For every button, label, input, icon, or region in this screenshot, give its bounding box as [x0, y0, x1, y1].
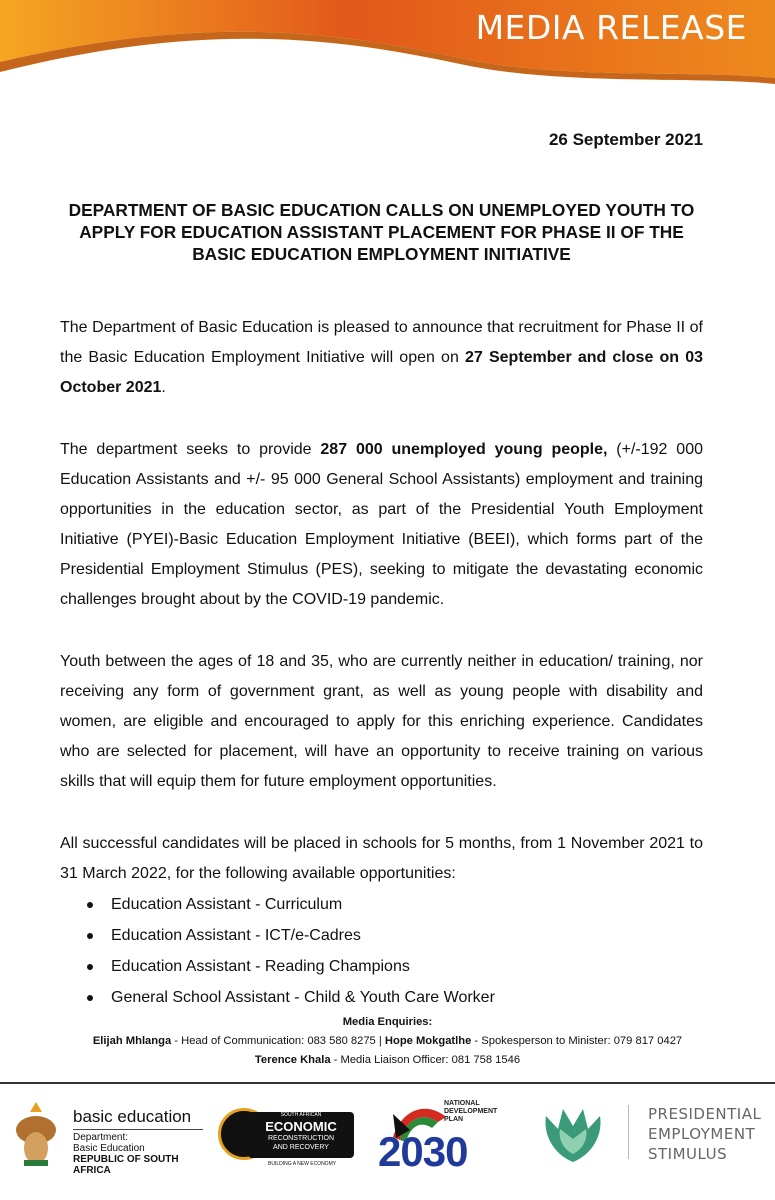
list-item: [60, 920, 775, 951]
logo-line: PLAN: [444, 1116, 464, 1123]
logo-divider: [628, 1105, 629, 1159]
logo-line: ECONOMIC: [265, 1119, 337, 1134]
contact-details: - Spokesperson to Minister: 079 817 0427: [471, 1035, 683, 1047]
logo-tagline: BUILDING A NEW ECONOMY: [268, 1161, 337, 1167]
media-heading: Media Enquiries:: [342, 1016, 433, 1028]
paragraph-opportunities: [60, 435, 703, 615]
logo-line: PRESIDENTIAL: [648, 1105, 762, 1123]
logo-line: SOUTH AFRICAN: [280, 1112, 322, 1118]
bullet-icon: [87, 902, 93, 908]
text: .: [161, 379, 166, 396]
contact-details: - Media Liaison Officer: 081 758 1546: [330, 1054, 521, 1066]
text: (+/-192 000 Education Assistants and +/- 95 000 General School Assistants) employment and training opportunities in the education sector, as part of the Presidential Youth Employment Initiative (PYEI)-Basic Education Employment Initiative (BEEI), which forms part of the Presidential Employment Stimulus (PES), seeking to mitigate the devastating economic challenges brought about by the COVID-19 pandemic.: [60, 441, 703, 608]
list-item: [60, 889, 775, 920]
logo-line: STIMULUS: [648, 1145, 728, 1163]
list-item-text: Education Assistant - Reading Champions: [111, 958, 410, 975]
dates-highlight: 27 September and close on 03 October 2021: [60, 349, 703, 396]
economic-recovery-logo: [218, 1106, 354, 1170]
media-enquiries: [0, 1013, 775, 1070]
bullet-icon: [87, 995, 93, 1001]
list-item-text: Education Assistant - ICT/e-Cadres: [111, 927, 361, 944]
logo-line: REPUBLIC OF SOUTH AFRICA: [73, 1154, 179, 1176]
list-item-text: General School Assistant - Child & Youth Care Worker: [111, 989, 495, 1006]
partner-logos: [0, 1084, 775, 1176]
contact-name: Elijah Mhlanga: [92, 1035, 172, 1047]
number-highlight: 287 000 unemployed young people,: [320, 441, 608, 458]
banner-title: MEDIA RELEASE: [475, 8, 747, 47]
logo-year: 2030: [378, 1128, 468, 1175]
logo-line: Department:: [73, 1132, 129, 1143]
bullet-icon: [87, 964, 93, 970]
release-title: DEPARTMENT OF BASIC EDUCATION CALLS ON UNEMPLOYED YOUTH TO APPLY FOR EDUCATION ASSISTANT PLACEMENT FOR PHASE II OF THE BASIC EDUCATION EMPLOYMENT INITIATIVE: [68, 200, 695, 264]
pes-logo-text: [648, 1104, 761, 1164]
contact-details: - Head of Communication: 083 580 8275 |: [171, 1035, 385, 1047]
ndp-2030-logo: [378, 1098, 523, 1176]
logo-line: Basic Education: [73, 1143, 145, 1154]
logo-line: DEVELOPMENT: [444, 1108, 498, 1115]
coat-of-arms-logo: [12, 1100, 60, 1170]
release-body: [0, 313, 775, 1176]
logo-line: NATIONAL: [444, 1100, 480, 1107]
paragraph-announcement: [60, 313, 703, 403]
release-date: 26 September 2021: [548, 130, 703, 149]
contact-name: Hope Mokgatlhe: [384, 1035, 472, 1047]
text: The Department of Basic Education is pleased to announce that recruitment for Phase II of the Basic Education Employment Initiative will open on: [60, 319, 703, 366]
contact-name: Terence Khala: [254, 1054, 331, 1066]
list-item: [60, 951, 775, 982]
logo-line: AND RECOVERY: [273, 1144, 329, 1151]
paragraph-placement: All successful candidates will be placed in schools for 5 months, from 1 November 2021 to 31 March 2022, for the following available opportunities:: [60, 835, 703, 882]
pes-protea-icon: [538, 1104, 608, 1164]
dbe-logo-text: [73, 1107, 203, 1176]
opportunities-list: [60, 889, 775, 1013]
logo-name: basic education: [73, 1107, 203, 1130]
logo-line: RECONSTRUCTION: [267, 1135, 335, 1142]
logo-line: EMPLOYMENT: [648, 1125, 756, 1143]
list-item: [60, 982, 775, 1013]
text: The department seeks to provide: [60, 441, 321, 458]
list-item-text: Education Assistant - Curriculum: [111, 896, 343, 913]
bullet-icon: [87, 933, 93, 939]
paragraph-eligibility: Youth between the ages of 18 and 35, who are currently neither in education/ training, nor receiving any form of government grant, as well as young people with disability and women, are eligible and encouraged to apply for this enriching experience. Candidates who are selected for placement, will have an opportunity to receive training on various skills that will equip them for future employment opportunities.: [60, 653, 703, 790]
